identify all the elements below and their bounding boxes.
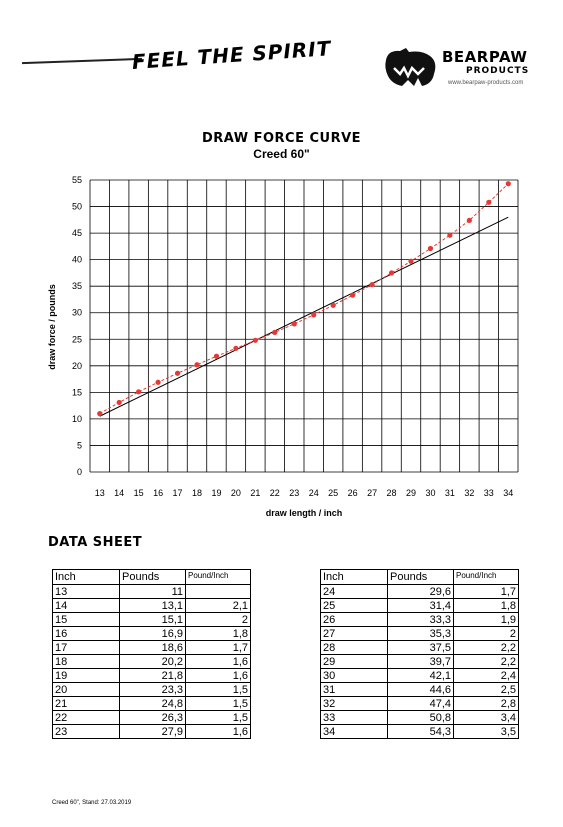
table-row	[321, 613, 519, 627]
table-row	[53, 697, 251, 711]
draw-force-point	[214, 354, 219, 359]
table-cell: 2,2	[454, 641, 519, 655]
brand-url: www.bearpaw-products.com	[448, 80, 524, 86]
slogan-text: FEEL THE SPIRIT	[131, 36, 333, 74]
x-tick-label: 24	[308, 488, 319, 498]
x-tick-label: 21	[250, 488, 261, 498]
y-axis-label: draw force / pounds	[47, 284, 57, 370]
table-cell: 26	[321, 613, 388, 627]
table-cell: 18	[53, 655, 120, 669]
draw-force-point	[136, 389, 141, 394]
draw-force-point	[311, 312, 316, 317]
table-row	[53, 627, 251, 641]
x-tick-label: 18	[191, 488, 203, 498]
table-cell: 23	[53, 725, 120, 739]
table-cell: 1,8	[454, 599, 519, 613]
x-tick-label: 31	[444, 488, 455, 498]
table-cell: 1,7	[186, 641, 251, 655]
brand-name: BEARPAW	[442, 48, 528, 66]
table-cell: 20	[53, 683, 120, 697]
table-cell: 13	[53, 585, 120, 599]
table-row	[321, 711, 519, 725]
table-header-row	[53, 570, 251, 585]
table-cell: 29	[321, 655, 388, 669]
table-cell: 54,3	[388, 725, 454, 739]
table-cell: 3,5	[454, 725, 519, 739]
x-tick-label: 20	[230, 488, 241, 498]
table-row	[321, 585, 519, 599]
table-cell: 16	[53, 627, 120, 641]
column-header: Pounds	[120, 570, 186, 585]
table-cell: 31	[321, 683, 388, 697]
y-tick-label: 55	[71, 175, 82, 185]
draw-force-point	[467, 218, 472, 223]
table-cell: 1,9	[454, 613, 519, 627]
y-tick-label: 25	[71, 334, 82, 345]
draw-force-point	[253, 338, 258, 343]
draw-force-point	[194, 362, 199, 367]
y-tick-label: 50	[71, 201, 82, 212]
draw-force-point	[233, 346, 238, 351]
table-cell: 17	[53, 641, 120, 655]
x-tick-label: 28	[386, 488, 397, 498]
table-cell: 42,1	[388, 669, 454, 683]
table-cell: 47,4	[388, 697, 454, 711]
x-tick-label: 29	[405, 488, 417, 498]
chart-title: DRAW FORCE CURVE	[201, 131, 362, 146]
draw-force-point	[292, 321, 297, 326]
table-row	[321, 655, 519, 669]
table-cell: 27	[321, 627, 388, 641]
table-cell: 50,8	[388, 711, 454, 725]
data-table-right	[320, 569, 519, 739]
y-tick-label: 35	[71, 281, 82, 292]
y-tick-label: 10	[71, 413, 82, 424]
table-cell: 33,3	[388, 613, 454, 627]
x-tick-label: 17	[172, 488, 183, 498]
table-cell: 44,6	[388, 683, 454, 697]
table-header-row	[321, 570, 519, 585]
table-cell: 1,5	[186, 683, 251, 697]
table-row	[53, 683, 251, 697]
table-cell: 26,3	[120, 711, 186, 725]
x-tick-label: 32	[464, 488, 475, 498]
table-cell: 11	[120, 585, 186, 599]
table-row	[53, 655, 251, 669]
draw-force-point	[506, 181, 511, 186]
table-row	[53, 599, 251, 613]
x-tick-label: 25	[328, 488, 339, 498]
table-row	[53, 613, 251, 627]
table-cell: 39,7	[388, 655, 454, 669]
table-cell: 2,2	[454, 655, 519, 669]
draw-force-point	[331, 303, 336, 308]
table-cell: 1,6	[186, 669, 251, 683]
table-cell: 1,5	[186, 697, 251, 711]
x-tick-label: 30	[425, 488, 436, 498]
x-tick-label: 16	[153, 488, 164, 498]
draw-force-point	[447, 233, 452, 238]
column-header: Pound/Inch	[186, 570, 251, 585]
table-cell: 2,8	[454, 697, 519, 711]
draw-force-point	[350, 293, 355, 298]
table-cell: 2,1	[186, 599, 251, 613]
chart-subtitle: Creed 60"	[253, 147, 310, 161]
draw-force-point	[408, 259, 413, 264]
x-tick-label: 23	[289, 488, 300, 498]
x-tick-label: 33	[483, 488, 494, 498]
table-cell: 30	[321, 669, 388, 683]
table-cell: 24	[321, 585, 388, 599]
y-tick-label: 5	[76, 440, 82, 451]
x-tick-label: 27	[367, 488, 378, 498]
table-cell: 1,6	[186, 725, 251, 739]
table-cell: 2	[186, 613, 251, 627]
table-cell: 27,9	[120, 725, 186, 739]
table-row	[53, 641, 251, 655]
table-row	[321, 599, 519, 613]
column-header: Inch	[53, 570, 120, 585]
table-cell: 2,4	[454, 669, 519, 683]
table-cell: 1,8	[186, 627, 251, 641]
y-tick-label: 20	[71, 360, 82, 371]
draw-force-point	[369, 282, 374, 287]
footer-note: Creed 60", Stand: 27.03.2019	[52, 800, 132, 806]
column-header: Inch	[321, 570, 388, 585]
draw-force-point	[97, 411, 102, 416]
table-row	[53, 585, 251, 599]
draw-force-point	[155, 380, 160, 385]
draw-force-point	[175, 371, 180, 376]
table-cell: 3,4	[454, 711, 519, 725]
table-row	[321, 683, 519, 697]
table-cell: 23,3	[120, 683, 186, 697]
table-row	[321, 627, 519, 641]
table-cell: 13,1	[120, 599, 186, 613]
table-cell: 37,5	[388, 641, 454, 655]
table-row	[321, 725, 519, 739]
table-cell: 14	[53, 599, 120, 613]
x-tick-label: 13	[94, 488, 105, 498]
y-tick-label: 40	[71, 254, 82, 265]
table-row	[321, 641, 519, 655]
draw-force-point	[389, 270, 394, 275]
y-tick-label: 30	[71, 307, 82, 318]
draw-force-point	[117, 400, 122, 405]
table-row	[53, 725, 251, 739]
y-tick-label: 15	[71, 387, 82, 398]
table-cell: 1,5	[186, 711, 251, 725]
y-tick-label: 0	[76, 467, 82, 477]
x-tick-label: 19	[211, 488, 222, 498]
table-cell: 29,6	[388, 585, 454, 599]
table-cell: 20,2	[120, 655, 186, 669]
table-cell: 2,5	[454, 683, 519, 697]
x-axis-label: draw length / inch	[265, 508, 343, 518]
table-cell: 2	[454, 627, 519, 641]
column-header: Pound/Inch	[454, 570, 519, 585]
table-cell: 33	[321, 711, 388, 725]
table-cell: 1,6	[186, 655, 251, 669]
table-row	[321, 697, 519, 711]
datasheet-title: DATA SHEET	[48, 535, 143, 550]
table-cell: 24,8	[120, 697, 186, 711]
table-row	[321, 669, 519, 683]
x-tick-label: 34	[503, 488, 514, 498]
x-tick-label: 22	[269, 488, 280, 498]
table-cell: 21	[53, 697, 120, 711]
x-tick-label: 15	[133, 488, 144, 498]
brand-subtitle: PRODUCTS	[466, 66, 530, 76]
table-cell: 18,6	[120, 641, 186, 655]
table-cell: 19	[53, 669, 120, 683]
table-cell: 16,9	[120, 627, 186, 641]
draw-force-point	[486, 200, 491, 205]
table-cell: 28	[321, 641, 388, 655]
draw-force-point	[272, 330, 277, 335]
table-cell	[186, 585, 251, 599]
table-cell: 25	[321, 599, 388, 613]
data-table-left	[52, 569, 251, 739]
table-cell: 15	[53, 613, 120, 627]
table-cell: 34	[321, 725, 388, 739]
x-tick-label: 14	[114, 488, 125, 498]
table-cell: 32	[321, 697, 388, 711]
y-tick-label: 45	[71, 228, 82, 239]
table-row	[53, 711, 251, 725]
table-cell: 22	[53, 711, 120, 725]
column-header: Pounds	[388, 570, 454, 585]
table-cell: 21,8	[120, 669, 186, 683]
table-cell: 31,4	[388, 599, 454, 613]
draw-force-point	[428, 246, 433, 251]
table-cell: 1,7	[454, 585, 519, 599]
table-row	[53, 669, 251, 683]
x-tick-label: 26	[347, 488, 358, 498]
table-cell: 35,3	[388, 627, 454, 641]
table-cell: 15,1	[120, 613, 186, 627]
